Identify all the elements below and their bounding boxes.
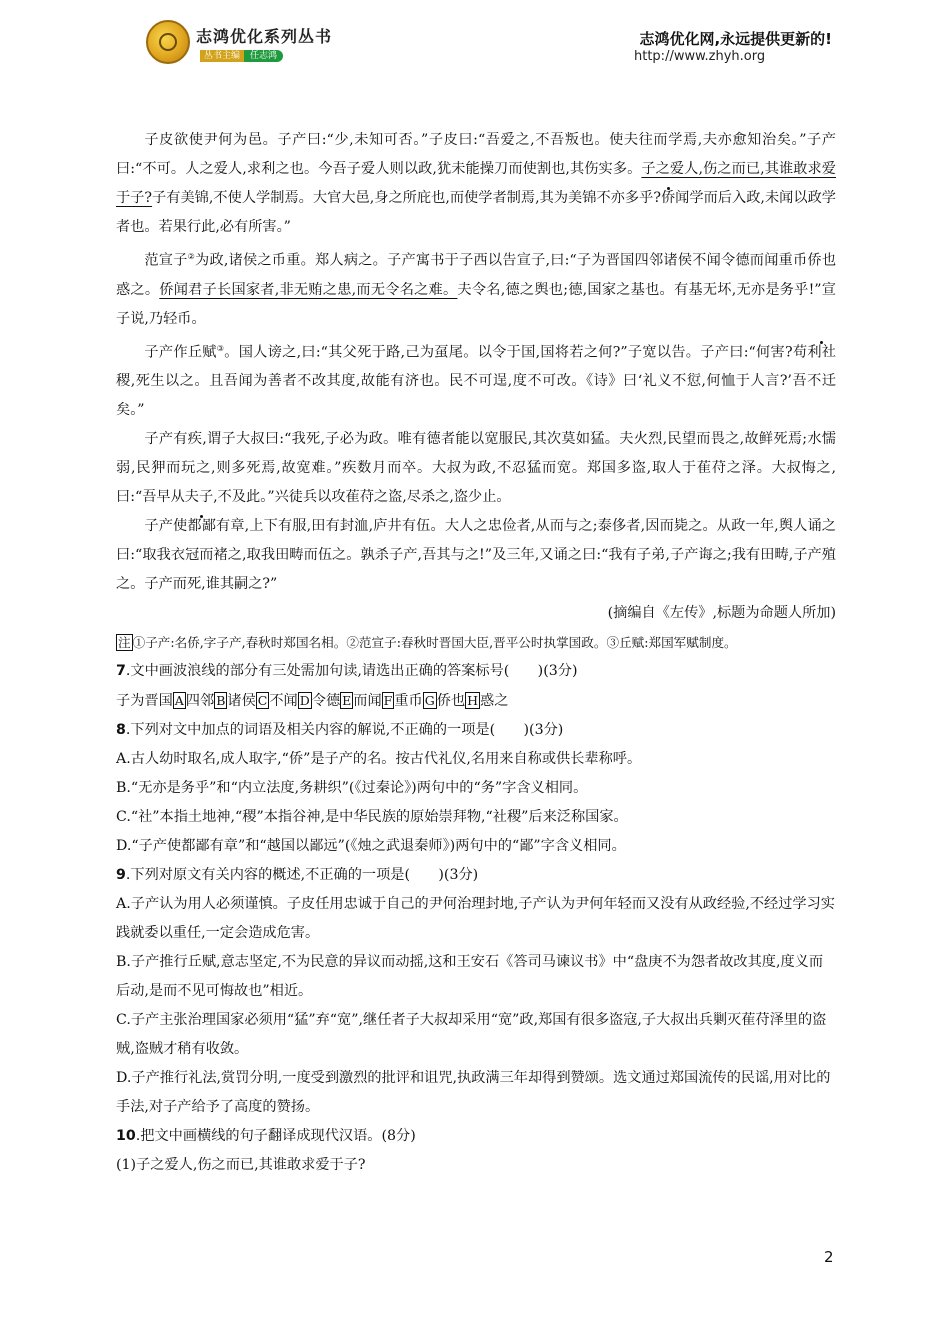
- break-mark-e[interactable]: E: [342, 693, 352, 709]
- question-9-option-c[interactable]: C.子产主张治理国家必须用“猛”弃“宽”,继任者子大叔却采用“宽”政,郑国有很多盗寇,子大叔出兵剿灭萑苻泽里的盗贼,盗贼才稍有收敛。: [116, 1012, 827, 1058]
- question-9-option-a[interactable]: A.子产认为用人必须谨慎。子皮任用忠诚于自己的尹何治理封地,子产认为尹何年轻而又没有从政经验,不经过学习实践就委以重任,一定会造成危害。: [116, 896, 835, 942]
- editor-name: 任志鸿: [244, 50, 283, 62]
- page-number: 2: [824, 1248, 834, 1266]
- break-mark-d[interactable]: D: [299, 693, 310, 709]
- passage-paragraph-1: 子皮欲使尹何为邑。子产曰:“少,未知可否。”子皮曰:“吾爱之,不吾叛也。使夫往而学焉,夫亦愈知治矣。”子产曰:“不可。人之爱人,求利之也。今吾子爱人则以政,犹未能操刀而使割也,其伤实多。子之爱人,伤之而已,其谁敢求爱于子?子有美锦,不使人学制焉。大官大邑,身之所庇也,而使学者制焉,其为美锦不亦多乎?侨闻学而后入政,未闻以政学者也。若果行此,必有所害。”: [116, 132, 836, 235]
- passage-source: (摘编自《左传》,标题为命题人所加): [607, 605, 836, 622]
- question-8-option-a[interactable]: A.古人幼时取名,成人取字,“侨”是子产的名。按古代礼仪,名用来自称或供长辈称呼。: [116, 751, 642, 768]
- break-mark-f[interactable]: F: [383, 693, 393, 709]
- dotted-word-dubi: 都鄙: [187, 518, 217, 535]
- question-9-option-b[interactable]: B.子产推行丘赋,意志坚定,不为民意的异议而动摇,这和王安石《答司马谏议书》中“盘庚不为怨者故改其度,度义而后动,是而不见可悔故也”相近。: [116, 954, 824, 1000]
- editor-tag: [200, 48, 283, 61]
- page-header: [0, 0, 950, 80]
- question-10: 10.把文中画横线的句子翻译成现代汉语。(8分): [116, 1128, 416, 1145]
- question-10-sub-1: (1)子之爱人,伤之而已,其谁敢求爱于子?: [116, 1157, 366, 1174]
- question-8-option-c[interactable]: C.“社”本指土地神,“稷”本指谷神,是中华民族的原始崇拜物,“社稷”后来泛称国家。: [116, 809, 628, 826]
- break-mark-g[interactable]: G: [424, 693, 435, 709]
- underlined-sentence-2: 侨闻君子长国家者,非无贿之患,而无令名之难。: [159, 281, 458, 298]
- underlined-sentence-1: 子之爱人,伤之而已,其谁敢求爱于子?: [116, 161, 836, 206]
- note-label: 注: [118, 635, 131, 651]
- question-7: 7.文中画波浪线的部分有三处需加句读,请选出正确的答案标号( )(3分): [116, 663, 578, 680]
- dotted-word-qiao: 侨: [660, 190, 676, 206]
- question-9-option-d[interactable]: D.子产推行礼法,赏罚分明,一度受到激烈的批评和诅咒,执政满三年却得到赞颂。选文通过郑国流传的民谣,用对比的手法,对子产给予了高度的赞扬。: [116, 1070, 831, 1116]
- series-title: 志鸿优化系列丛书: [196, 27, 333, 46]
- footnote: 注 ①子产:名侨,字子产,春秋时郑国名相。②范宣子:春秋时晋国大臣,晋平公时执掌国政。③丘赋:郑国军赋制度。: [118, 635, 737, 651]
- passage-paragraph-4: 子产有疾,谓子大叔曰:“我死,子必为政。唯有德者能以宽服民,其次莫如猛。夫火烈,民望而畏之,故鲜死焉;水懦弱,民狎而玩之,则多死焉,故宽难。”疾数月而卒。大叔为政,不忍猛而宽。郑国多盗,取人于萑苻之泽。大叔悔之,曰:“吾早从夫子,不及此。”兴徒兵以攻萑苻之盗,尽杀之,盗少止。: [116, 431, 836, 506]
- question-9: 9.下列对原文有关内容的概述,不正确的一项是( )(3分): [116, 867, 479, 884]
- document-body: [116, 126, 836, 1180]
- passage-paragraph-3: 子产作丘赋③。国人谤之,曰:“其父死于路,己为虿尾。以令于国,国将若之何?”子宽以告。子产曰:“何害?苟利社稷,死生以之。且吾闻为善者不改其度,故能有济也。民不可逞,度不可改。《诗》曰‘礼义不愆,何恤于人言?’吾不迁矣。”: [116, 343, 836, 419]
- question-8-option-b[interactable]: B.“无亦是务乎”和“内立法度,务耕织”(《过秦论》)两句中的“务”字含义相同。: [116, 780, 588, 797]
- publisher-logo-icon: [146, 20, 190, 64]
- editor-label: 丛书主编: [200, 50, 244, 62]
- passage-paragraph-5: 子产使都鄙有章,上下有服,田有封洫,庐井有伍。大人之忠俭者,从而与之;泰侈者,因而毙之。从政一年,舆人诵之曰:“取我衣冠而褚之,取我田畴而伍之。孰杀子产,吾其与之!”及三年,又诵之曰:“我有子弟,子产诲之;我有田畴,子产殖之。子产而死,谁其嗣之?”: [116, 518, 836, 593]
- question-8: 8.下列对文中加点的词语及相关内容的解说,不正确的一项是( )(3分): [116, 722, 564, 739]
- site-slogan: 志鸿优化网,永远提供更新的!: [639, 30, 832, 48]
- break-mark-c[interactable]: C: [257, 693, 268, 709]
- site-url: http://www.zhyh.org: [634, 49, 766, 64]
- question-7-segments: 子为晋国 A 四邻 B 诸侯 C 不闻 D 令德 E 而闻 F 重币 G 侨也 H 惑之: [116, 693, 509, 710]
- break-mark-b[interactable]: B: [216, 693, 226, 709]
- break-mark-a[interactable]: A: [174, 693, 184, 709]
- question-8-option-d[interactable]: D.“子产使都鄙有章”和“越国以鄙远”(《烛之武退秦师》)两句中的“鄙”字含义相同。: [116, 838, 626, 855]
- dotted-word-sheji: 社稷: [116, 344, 836, 390]
- passage-paragraph-2: 范宣子②为政,诸侯之币重。郑人病之。子产寓书于子西以告宣子,曰:“子为晋国四邻诸侯不闻令德而闻重币侨也惑之。侨闻君子长国家者,非无贿之患,而无令名之难。夫令名,德之舆也;德,国家之基也。有基无坏,无亦是务乎!”宣子说,乃轻币。: [116, 252, 837, 327]
- break-mark-h[interactable]: H: [467, 693, 479, 709]
